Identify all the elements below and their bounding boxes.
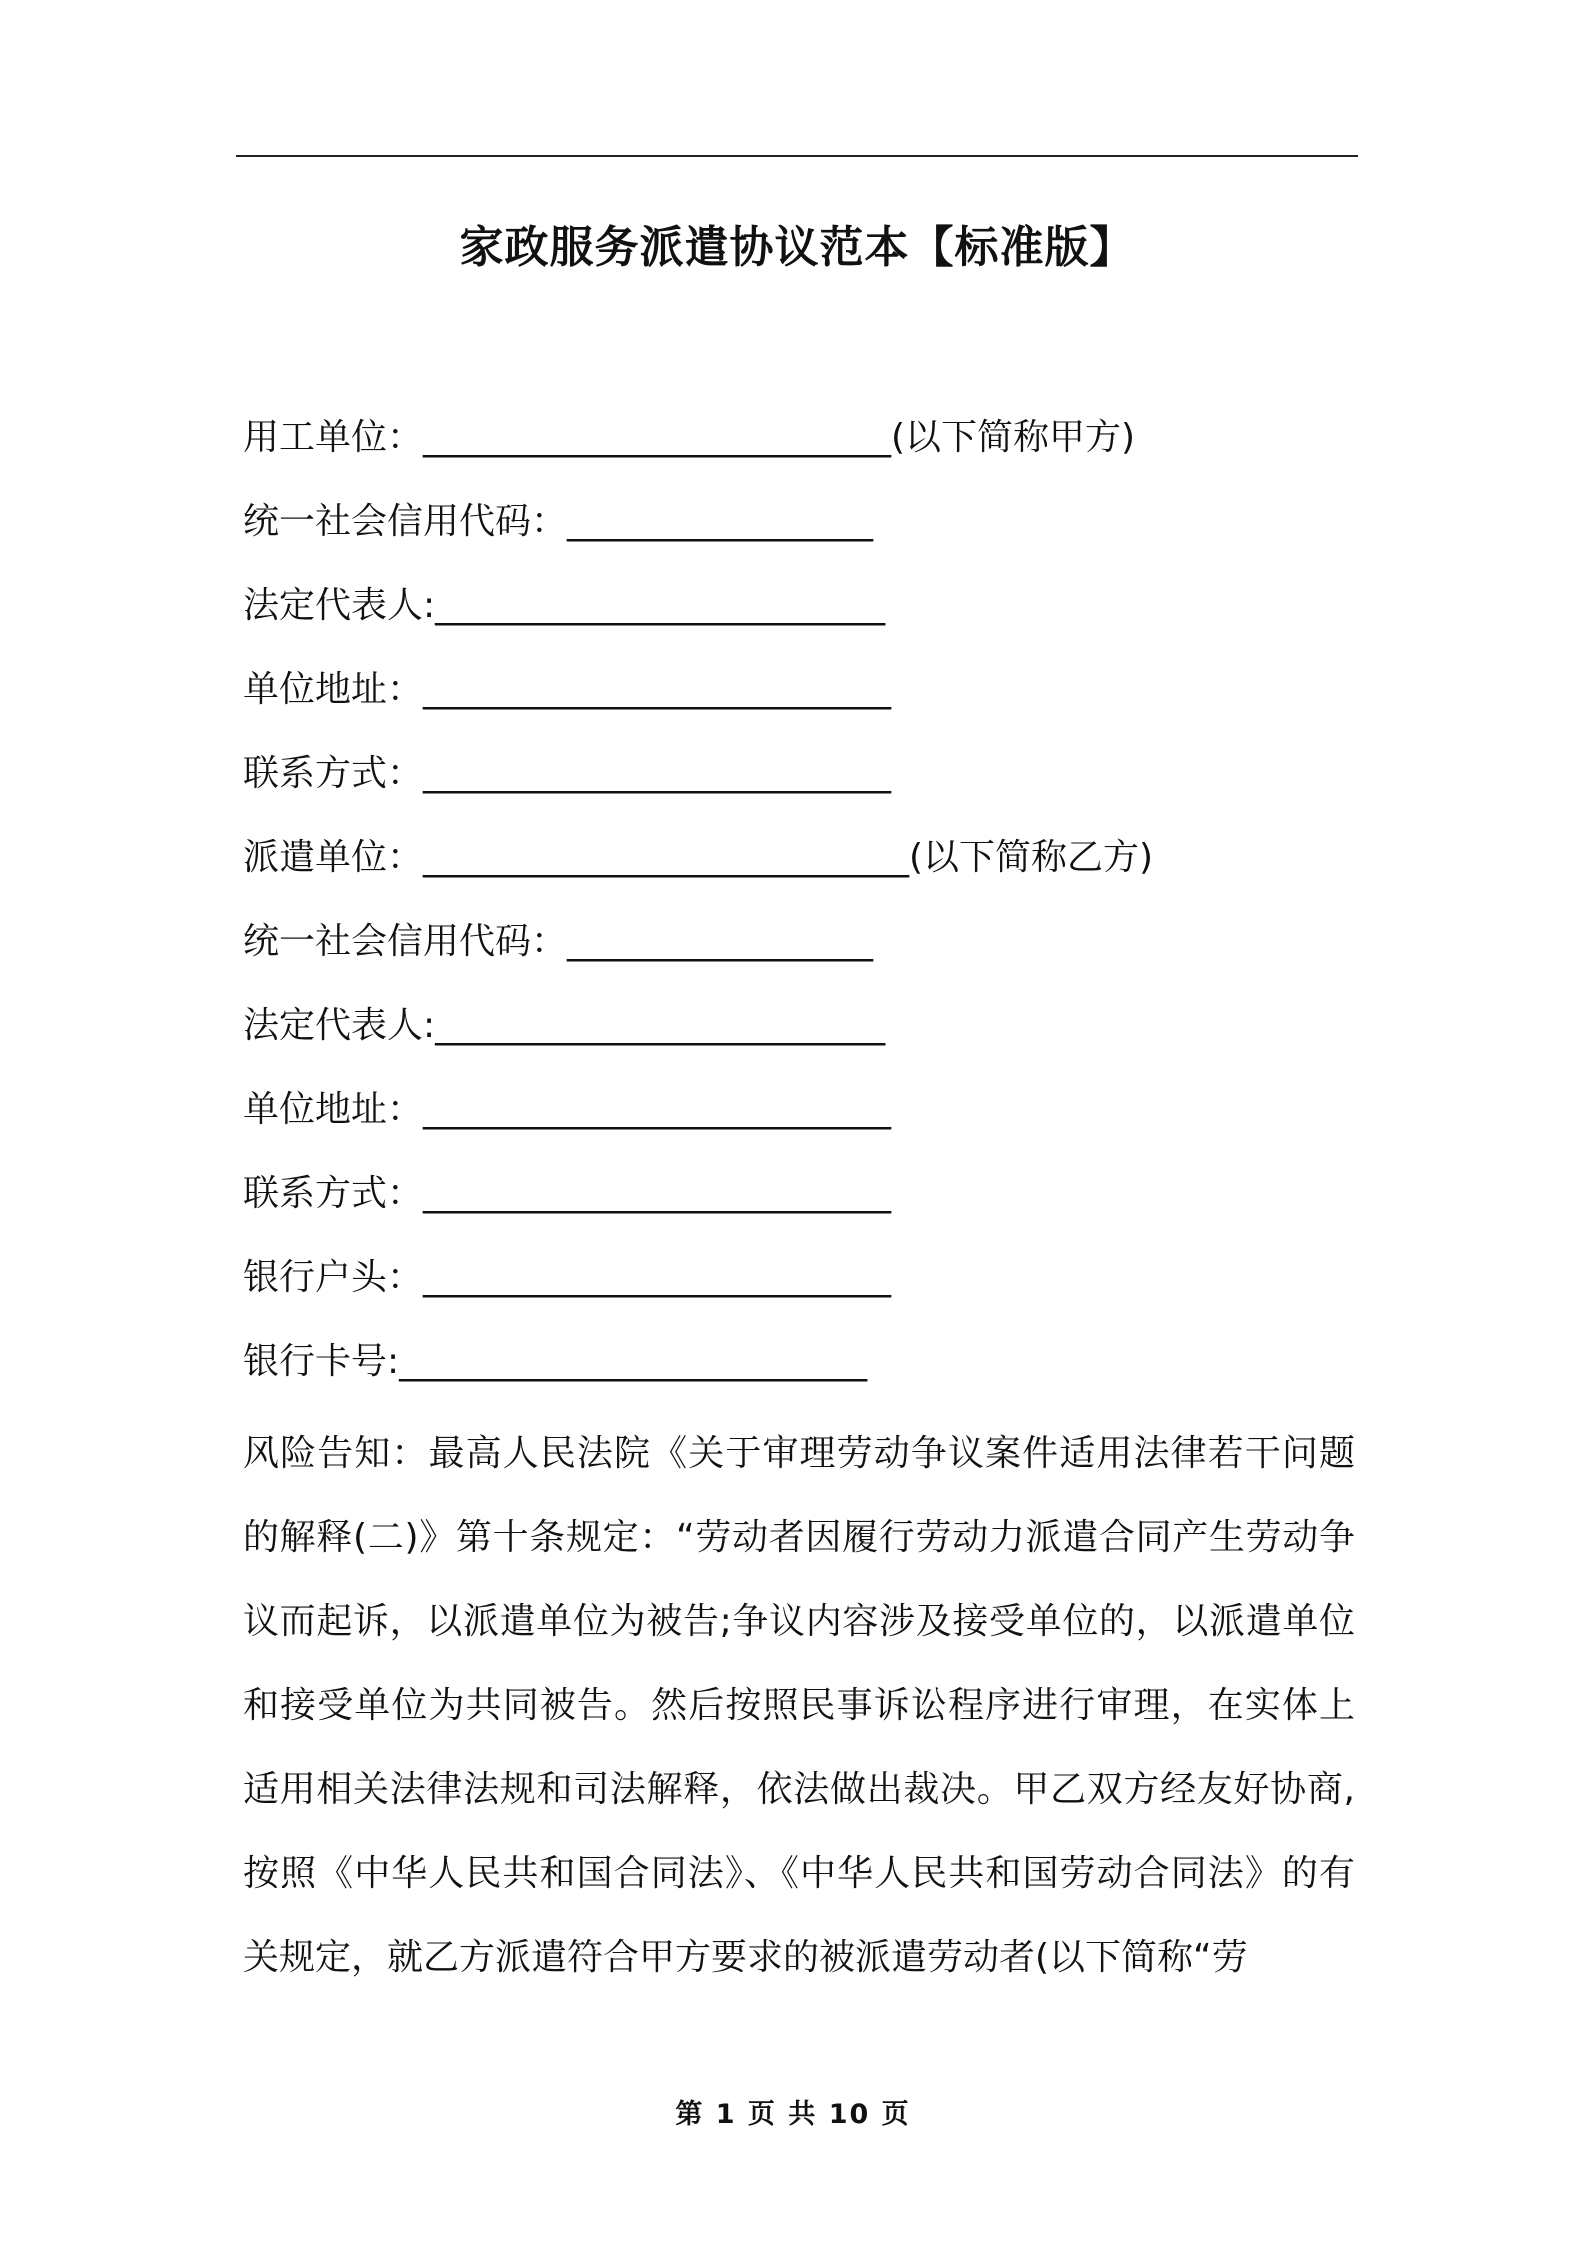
fill-blank[interactable]: __________________________ [423,1173,892,1214]
header-rule [236,155,1358,157]
field-row [243,828,1358,912]
document-title: 家政服务派遣协议范本【标准版】 [459,222,1135,273]
field-label: 银行卡号: [243,1341,400,1382]
field-label: 单位地址： [243,1089,424,1130]
party-fields [243,408,1358,1416]
field-row [243,1332,1358,1416]
field-label: 法定代表人: [243,1005,436,1046]
field-label: 单位地址： [243,669,424,710]
fill-blank[interactable]: __________________________ [423,753,892,794]
fill-blank[interactable]: __________________________ [423,1257,892,1298]
fill-blank[interactable]: __________________________ [423,669,892,710]
field-row [243,1080,1358,1164]
field-row [243,912,1358,996]
field-label: 统一社会信用代码： [243,921,568,962]
risk-notice-paragraph: 风险告知：最高人民法院《关于审理劳动争议案件适用法律若干问题的解释(二)》第十条规定：“劳动者因履行劳动力派遣合同产生劳动争议而起诉，以派遣单位为被告;争议内容涉及接受单位的，以派遣单位和接受单位为共同被告。然后按照民事诉讼程序进行审理，在实体上适用相关法律法规和司法解释，依法做出裁决。甲乙双方经友好协商,按照《中华人民共和国合同法》、《中华人民共和国劳动合同法》的有关规定，就乙方派遣符合甲方要求的被派遣劳动者(以下简称“劳 [243,1433,1355,1978]
fill-blank[interactable]: _________________ [567,501,874,542]
fill-blank[interactable]: ___________________________ [423,837,910,878]
field-suffix: (以下简称乙方) [909,837,1154,878]
field-label: 联系方式： [243,1173,424,1214]
fill-blank[interactable]: __________________________ [423,1089,892,1130]
fill-blank[interactable]: _________________ [567,921,874,962]
field-label: 联系方式： [243,753,424,794]
fill-blank[interactable]: __________________________ [423,417,892,458]
field-row [243,576,1358,660]
field-row [243,996,1358,1080]
field-row [243,744,1358,828]
fill-blank[interactable]: _________________________ [435,1005,886,1046]
field-label: 统一社会信用代码： [243,501,568,542]
field-row [243,1248,1358,1332]
page-number: 第 1 页 共 10 页 [675,2099,911,2130]
fill-blank[interactable]: __________________________ [399,1341,868,1382]
field-row [243,492,1358,576]
field-label: 派遣单位： [243,837,424,878]
fill-blank[interactable]: _________________________ [435,585,886,626]
field-row [243,408,1358,492]
field-label: 用工单位： [243,417,424,458]
field-row [243,660,1358,744]
field-suffix: (以下简称甲方) [891,417,1136,458]
field-row [243,1164,1358,1248]
field-label: 法定代表人: [243,585,436,626]
field-label: 银行户头： [243,1257,424,1298]
